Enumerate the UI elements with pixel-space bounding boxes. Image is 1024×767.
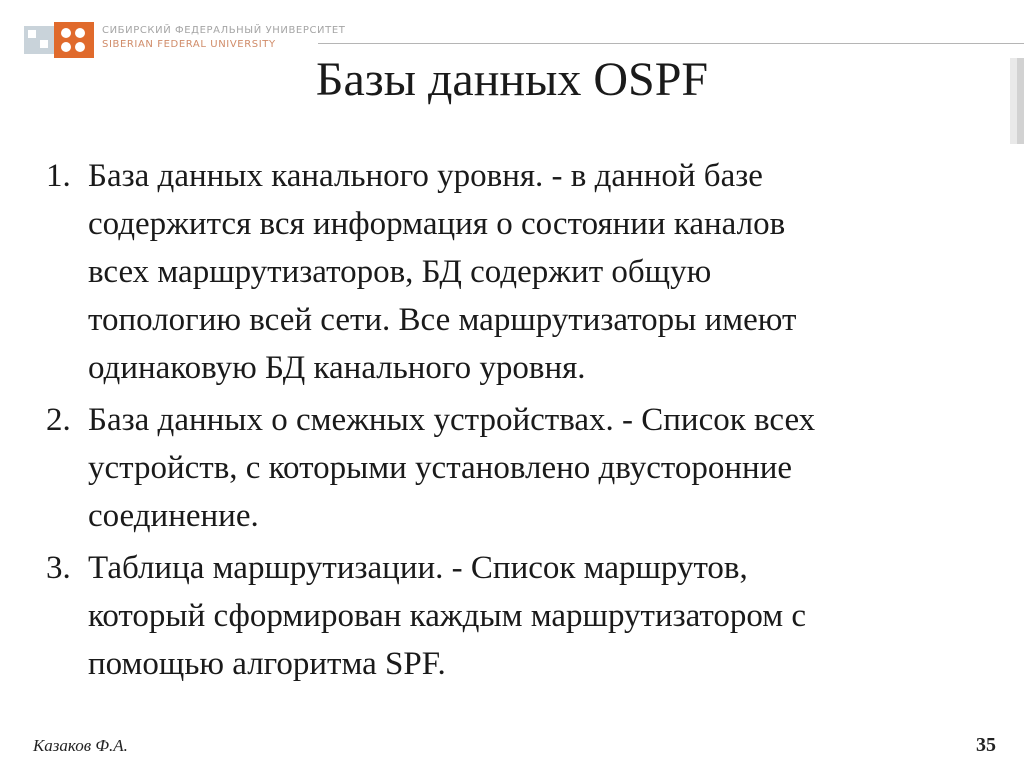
list-item-line: соединение. [88,498,259,534]
list-item-3 [46,544,986,688]
content-list [46,152,986,692]
list-item-1 [46,152,986,392]
list-item-line: База данных канального уровня. - в данной базе [88,158,763,194]
list-item-line: одинаковую БД канального уровня. [88,350,586,386]
logo-text-ru: СИБИРСКИЙ ФЕДЕРАЛЬНЫЙ УНИВЕРСИТЕТ [102,25,346,36]
footer-author: Казаков Ф.А. [33,736,128,755]
list-item-line: Таблица маршрутизации. - Список маршрутов, [88,550,748,586]
list-item-line: помощью алгоритма SPF. [88,646,446,682]
list-item-line: топологию всей сети. Все маршрутизаторы имеют [88,302,797,338]
list-item-line: устройств, с которыми установлено двусторонние [88,450,793,486]
list-item-number: 3. [46,550,71,586]
slide-title: Базы данных OSPF [315,53,709,106]
list-item-line: содержится вся информация о состоянии каналов [88,206,786,242]
list-item-line: База данных о смежных устройствах. - Список всех [88,402,816,438]
list-item-number: 1. [46,158,71,194]
list-item-line: всех маршрутизаторов, БД содержит общую [88,254,712,290]
page-number: 35 [976,734,996,756]
logo-text-en: SIBERIAN FEDERAL UNIVERSITY [102,39,276,50]
list-item-line: который сформирован каждым маршрутизатором с [88,598,807,634]
list-item-2 [46,396,986,540]
list-item-number: 2. [46,402,71,438]
header-rule [318,43,1024,44]
